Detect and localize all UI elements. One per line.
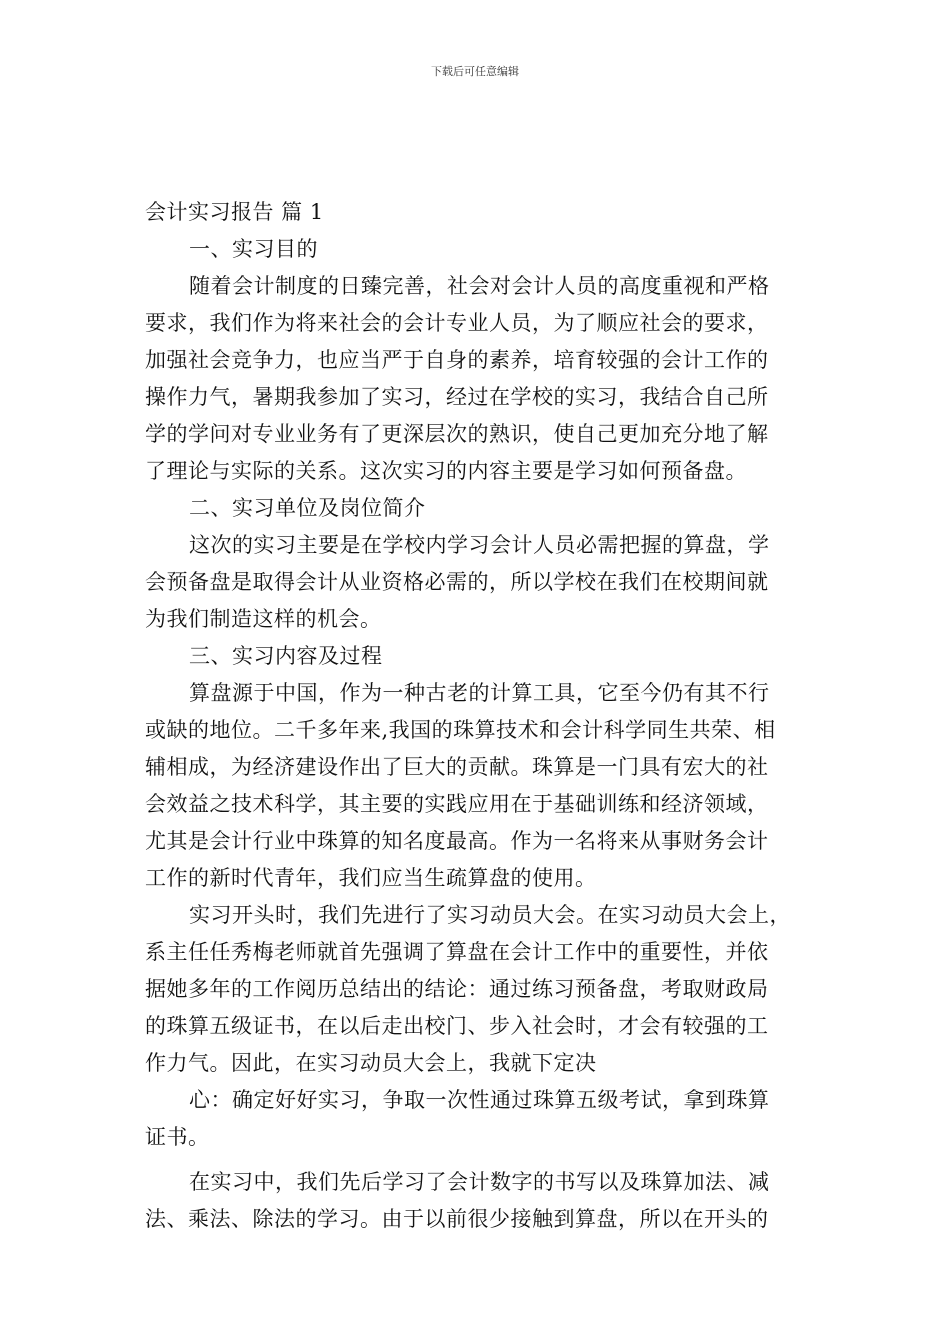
paragraph-line: 学的学问对专业业务有了更深层次的熟识，使自己更加充分地了解: [145, 422, 769, 446]
paragraph-spacer: [145, 1156, 810, 1164]
paragraph-line: 作力气。因此，在实习动员大会上，我就下定决: [145, 1051, 597, 1075]
page-header-note: 下载后可任意编辑: [431, 65, 519, 78]
paragraph-line: 这次的实习主要是在学校内学习会计人员必需把握的算盘，学: [189, 533, 770, 557]
paragraph-line: 或缺的地位。二千多年来,我国的珠算技术和会计科学同生共荣、相: [145, 718, 776, 742]
section-heading-content: 三、实习内容及过程: [189, 644, 383, 668]
paragraph-line: 尤其是会计行业中珠算的知名度最高。作为一名将来从事财务会计: [145, 829, 769, 853]
paragraph-line: 系主任任秀梅老师就首先强调了算盘在会计工作中的重要性，并依: [145, 940, 769, 964]
paragraph-line: 辅相成，为经济建设作出了巨大的贡献。珠算是一门具有宏大的社: [145, 755, 769, 779]
paragraph-resolution: [145, 1082, 810, 1156]
paragraph-line: 操作力气，暑期我参加了实习，经过在学校的实习，我结合自己所: [145, 385, 769, 409]
paragraph-line: 算盘源于中国，作为一种古老的计算工具，它至今仍有其不行: [189, 681, 770, 705]
paragraph-line: 证书。: [145, 1125, 210, 1149]
section-heading-purpose: 一、实习目的: [189, 237, 318, 261]
paragraph-line: 实习开头时，我们先进行了实习动员大会。在实习动员大会上，: [189, 903, 791, 927]
paragraph-mobilization: [145, 897, 810, 1082]
section-heading-unit: 二、实习单位及岗位简介: [189, 496, 426, 520]
paragraph-line: 随着会计制度的日臻完善，社会对会计人员的高度重视和严格: [189, 274, 770, 298]
paragraph-line: 的珠算五级证书，在以后走出校门、步入社会时，才会有较强的工: [145, 1014, 769, 1038]
paragraph-line: 了理论与实际的关系。这次实习的内容主要是学习如何预备盘。: [145, 459, 747, 483]
document-body: [145, 194, 810, 1238]
paragraph-line: 在实习中，我们先后学习了会计数字的书写以及珠算加法、减: [189, 1170, 770, 1194]
paragraph-practice: [145, 1164, 810, 1238]
paragraph-line: 据她多年的工作阅历总结出的结论：通过练习预备盘，考取财政局: [145, 977, 769, 1001]
paragraph-unit: [145, 527, 810, 638]
paragraph-purpose: [145, 268, 810, 490]
paragraph-line: 会效益之技术科学，其主要的实践应用在于基础训练和经济领域，: [145, 792, 769, 816]
paragraph-line: 法、乘法、除法的学习。由于以前很少接触到算盘，所以在开头的: [145, 1207, 769, 1231]
paragraph-line: 心：确定好好实习，争取一次性通过珠算五级考试，拿到珠算: [189, 1088, 770, 1112]
document-title: 会计实习报告 篇 1: [145, 200, 324, 224]
paragraph-line: 要求，我们作为将来社会的会计专业人员，为了顺应社会的要求，: [145, 311, 769, 335]
paragraph-line: 工作的新时代青年，我们应当生疏算盘的使用。: [145, 866, 597, 890]
paragraph-line: 会预备盘是取得会计从业资格必需的，所以学校在我们在校期间就: [145, 570, 769, 594]
paragraph-line: 为我们制造这样的机会。: [145, 607, 382, 631]
paragraph-line: 加强社会竞争力，也应当严于自身的素养，培育较强的会计工作的: [145, 348, 769, 372]
paragraph-abacus: [145, 675, 810, 897]
